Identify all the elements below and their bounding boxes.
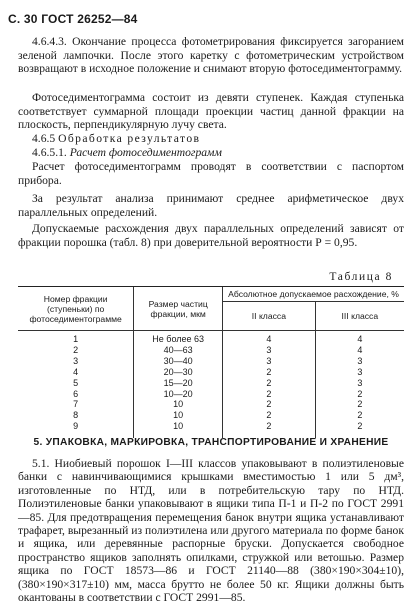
cell-class-ii: 3: [223, 345, 316, 356]
cell-fraction-number: 3: [73, 355, 79, 366]
heading-4-6-5-number: 4.6.5: [32, 132, 56, 145]
column-header-class-iii: III класса: [315, 302, 404, 331]
table-row: [18, 345, 404, 356]
cell-particle-size: 10—20: [134, 389, 223, 400]
column-header-tolerance-group: Абсолютное допускаемое расхождение, %: [223, 287, 404, 302]
column-header-class-ii: II класса: [223, 302, 316, 331]
cell-class-iii: 2: [315, 410, 404, 421]
cell-particle-size: Не более 63: [134, 331, 223, 345]
cell-particle-size: 10: [134, 421, 223, 438]
paragraph-4-6-4-3: 4.6.4.3. Окончание процесса фотометрирования фиксируется загоранием зеленой лампочки. После этого каретку с фотометрическим устройством возвращают в исходное положение и снимают вторую фотоседиментограмму.: [18, 35, 404, 76]
paragraph-calculation: Расчет фотоседиментограмм проводят в соответствии с паспортом прибора.: [18, 160, 404, 187]
paragraph-tolerance: Допускаемые расхождения двух параллельных определений зависят от фракции порошка (табл. 8) при доверительной вероятности Р = 0,95.: [18, 222, 404, 249]
table-row: [18, 378, 404, 389]
cell-class-ii: 2: [223, 389, 316, 400]
cell-fraction-number: 1: [73, 334, 79, 344]
cell-class-iii: 4: [315, 345, 404, 356]
heading-4-6-5: [18, 132, 404, 146]
cell-class-iii: 4: [315, 331, 404, 345]
cell-class-iii: 2: [315, 421, 404, 438]
heading-4-6-5-1-number: 4.6.5.1.: [32, 146, 67, 159]
table-row: [18, 421, 404, 438]
cell-fraction-number: 5: [73, 377, 79, 388]
cell-particle-size: 20—30: [134, 367, 223, 378]
section-5-title: 5. УПАКОВКА, МАРКИРОВКА, ТРАНСПОРТИРОВАНИЕ И ХРАНЕНИЕ: [33, 437, 389, 448]
page-header: С. 30 ГОСТ 26252—84: [8, 12, 138, 26]
table-row: [18, 367, 404, 378]
paragraph-result: За результат анализа принимают среднее арифметическое двух параллельных определений.: [18, 192, 404, 219]
table-row: [18, 399, 404, 410]
cell-fraction-number: 8: [73, 410, 79, 421]
cell-fraction-number: 7: [73, 399, 79, 410]
heading-4-6-5-1: [18, 146, 404, 160]
cell-particle-size: 15—20: [134, 378, 223, 389]
cell-fraction-number: 6: [73, 388, 79, 399]
cell-class-ii: 2: [223, 421, 316, 438]
cell-class-ii: 2: [223, 367, 316, 378]
cell-particle-size: 10: [134, 410, 223, 421]
cell-class-ii: 2: [223, 410, 316, 421]
cell-class-iii: 3: [315, 378, 404, 389]
table-row: [18, 389, 404, 400]
paragraph-5-1: 5.1. Ниобиевый порошок I—III классов упаковывают в полиэтиленовые банки с навинчивающимися крышками вместимостью 1 или 5 дм³, изготовленные по НТД, или в потребительскую тару по НТД. Полиэтиленовые банки упаковывают в ящики типа П-1 и П-2 по ГОСТ 2991—85. Для предотвращения перемещения банок внутри ящика устанавливают трафарет, вырезанный из полиэтилена или другого материала по форме банок и ящика, или деревянные распорные бруски. Допускается свободное пространство ящиков заполнять опилками, стружкой или ветошью. Размер ящика по ГОСТ 18573—86 и ГОСТ 21140—88 (380×190×304±10), (380×190×317±10) мм, масса брутто не более 50 кг. Ящики должны быть окантованы в соответствии с ГОСТ 2991—85.: [18, 457, 404, 605]
cell-particle-size: 30—40: [134, 356, 223, 367]
table-row: [18, 356, 404, 367]
heading-4-6-5-1-title: Расчет фотоседиментограмм: [69, 146, 222, 159]
cell-fraction-number: 4: [73, 366, 79, 377]
table-row: [18, 331, 404, 345]
cell-class-iii: 2: [315, 399, 404, 410]
column-header-particle-size: Размер частиц фракции, мкм: [134, 287, 223, 331]
paragraph-photosedimentogram: Фотоседиментограмма состоит из девяти ступенек. Каждая ступенька соответствует суммарной площади проекции частиц данной фракции на плоскость, перпендикулярную лучу света.: [18, 91, 404, 132]
cell-class-ii: 2: [223, 399, 316, 410]
table-row: [18, 410, 404, 421]
table-label: Таблица 8: [329, 271, 393, 283]
table-8: [18, 286, 404, 438]
cell-fraction-number: 9: [73, 421, 79, 432]
cell-class-iii: 2: [315, 389, 404, 400]
cell-class-ii: 4: [223, 331, 316, 345]
cell-particle-size: 40—63: [134, 345, 223, 356]
column-header-fraction-number: Номер фракции (ступеньки) по фотоседиментограмме: [18, 287, 134, 331]
cell-class-ii: 3: [223, 356, 316, 367]
cell-fraction-number: 2: [73, 344, 79, 355]
heading-4-6-5-title: Обработка результатов: [58, 132, 201, 145]
cell-class-ii: 2: [223, 378, 316, 389]
cell-particle-size: 10: [134, 399, 223, 410]
cell-class-iii: 3: [315, 367, 404, 378]
cell-class-iii: 3: [315, 356, 404, 367]
